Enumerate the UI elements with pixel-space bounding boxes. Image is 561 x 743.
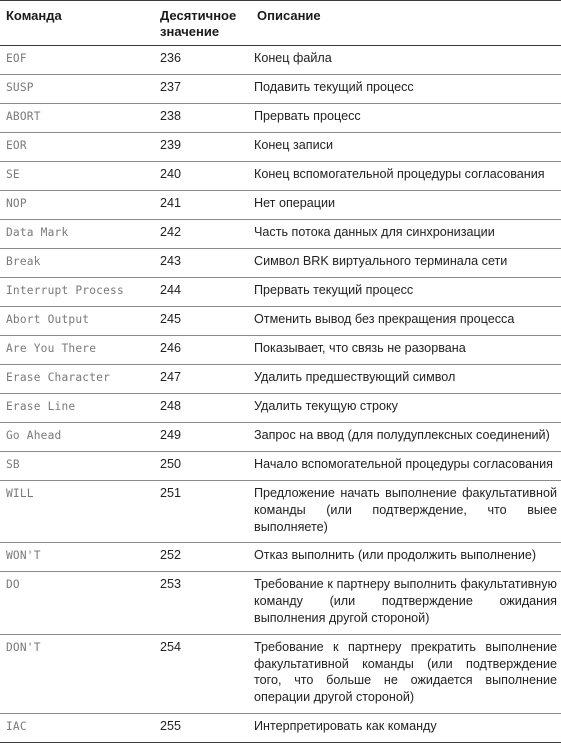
decimal-value-cell: 247 [152, 365, 249, 394]
table-row [0, 365, 561, 394]
table-row [0, 278, 561, 307]
table-row [0, 162, 561, 191]
description-cell: Прервать текущий процесс [249, 278, 561, 307]
command-cell: EOR [0, 133, 152, 162]
decimal-value-cell: 241 [152, 191, 249, 220]
decimal-value-cell: 244 [152, 278, 249, 307]
description-cell: Часть потока данных для синхронизации [249, 220, 561, 249]
table-row [0, 336, 561, 365]
decimal-value-cell: 254 [152, 634, 249, 713]
decimal-value-cell: 253 [152, 572, 249, 634]
header-command: Команда [0, 1, 152, 46]
table-row [0, 104, 561, 133]
decimal-value-cell: 239 [152, 133, 249, 162]
description-cell: Начало вспомогательной процедуры согласования [249, 452, 561, 481]
decimal-value-cell: 250 [152, 452, 249, 481]
command-cell: Interrupt Process [0, 278, 152, 307]
table-header [0, 1, 561, 46]
table-row [0, 220, 561, 249]
decimal-value-cell: 246 [152, 336, 249, 365]
table-row [0, 394, 561, 423]
command-cell: WILL [0, 481, 152, 543]
command-cell: Erase Line [0, 394, 152, 423]
description-cell: Интерпретировать как команду [249, 713, 561, 742]
decimal-value-cell: 251 [152, 481, 249, 543]
decimal-value-cell: 238 [152, 104, 249, 133]
table-body [0, 46, 561, 743]
description-cell: Прервать процесс [249, 104, 561, 133]
description-cell: Отменить вывод без прекращения процесса [249, 307, 561, 336]
header-description: Описание [249, 1, 561, 46]
command-cell: Abort Output [0, 307, 152, 336]
table-row [0, 543, 561, 572]
table-row [0, 307, 561, 336]
decimal-value-cell: 240 [152, 162, 249, 191]
description-cell: Отказ выполнить (или продолжить выполнение) [249, 543, 561, 572]
command-cell: Break [0, 249, 152, 278]
table-row [0, 634, 561, 713]
decimal-value-cell: 237 [152, 75, 249, 104]
decimal-value-cell: 245 [152, 307, 249, 336]
command-cell: DON'T [0, 634, 152, 713]
command-cell: SUSP [0, 75, 152, 104]
description-cell: Конец вспомогательной процедуры согласования [249, 162, 561, 191]
description-cell: Требование к партнеру выполнить факультативную команду (или подтверждение ожидания выполнения другой стороной) [249, 572, 561, 634]
command-cell: EOF [0, 46, 152, 75]
decimal-value-cell: 236 [152, 46, 249, 75]
description-cell: Предложение начать выполнение факультативной команды (или подтверждение, что выее выполняете) [249, 481, 561, 543]
table-row [0, 191, 561, 220]
table-row [0, 713, 561, 742]
header-row [0, 1, 561, 46]
command-cell: DO [0, 572, 152, 634]
command-cell: Data Mark [0, 220, 152, 249]
command-cell: Are You There [0, 336, 152, 365]
command-cell: ABORT [0, 104, 152, 133]
table-row [0, 133, 561, 162]
command-cell: SB [0, 452, 152, 481]
decimal-value-cell: 242 [152, 220, 249, 249]
table-row [0, 423, 561, 452]
table-row [0, 46, 561, 75]
decimal-value-cell: 249 [152, 423, 249, 452]
description-cell: Требование к партнеру прекратить выполнение факультативной команды (или подтверждение того, что больше не ожидается выполнение операции другой стороной) [249, 634, 561, 713]
command-cell: Erase Character [0, 365, 152, 394]
command-cell: Go Ahead [0, 423, 152, 452]
command-cell: WON'T [0, 543, 152, 572]
table-row [0, 481, 561, 543]
command-cell: IAC [0, 713, 152, 742]
description-cell: Символ BRK виртуального терминала сети [249, 249, 561, 278]
description-cell: Подавить текущий процесс [249, 75, 561, 104]
table-row [0, 572, 561, 634]
decimal-value-cell: 255 [152, 713, 249, 742]
description-cell: Показывает, что связь не разорвана [249, 336, 561, 365]
header-decimal: Десятичное значение [152, 1, 249, 46]
description-cell: Нет операции [249, 191, 561, 220]
command-cell: NOP [0, 191, 152, 220]
decimal-value-cell: 252 [152, 543, 249, 572]
description-cell: Конец файла [249, 46, 561, 75]
description-cell: Конец записи [249, 133, 561, 162]
description-cell: Удалить текущую строку [249, 394, 561, 423]
table-row [0, 249, 561, 278]
description-cell: Запрос на ввод (для полудуплексных соединений) [249, 423, 561, 452]
table-row [0, 452, 561, 481]
description-cell: Удалить предшествующий символ [249, 365, 561, 394]
decimal-value-cell: 248 [152, 394, 249, 423]
command-cell: SE [0, 162, 152, 191]
table-row [0, 75, 561, 104]
decimal-value-cell: 243 [152, 249, 249, 278]
